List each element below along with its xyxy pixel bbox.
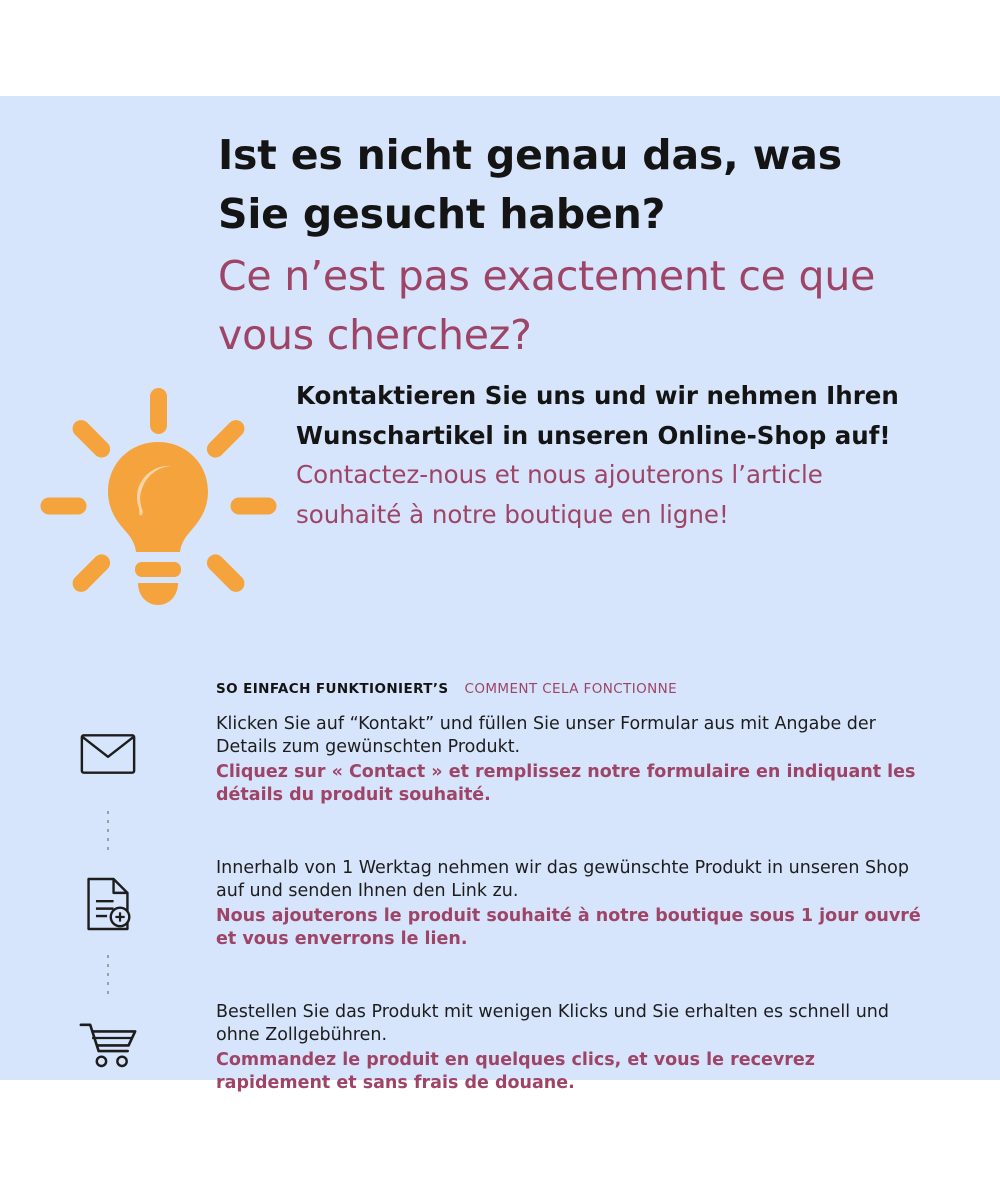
steps-header-german: SO EINFACH FUNKTIONIERT’S [216, 681, 449, 697]
steps-header [216, 681, 677, 697]
intro-text-block [296, 376, 916, 535]
steps-header-french: COMMENT CELA FONCTIONNE [464, 681, 678, 697]
headline-french: Ce n’est pas exactement ce que vous cherchez? [218, 251, 876, 360]
dotted-line [107, 955, 109, 999]
list-item [0, 711, 1000, 811]
step-connector [0, 955, 1000, 999]
intro-german: Kontaktieren Sie uns und wir nehmen Ihren Wunschartikel in unseren Online-Shop auf! [296, 381, 899, 450]
step-german: Bestellen Sie das Produkt mit wenigen Klicks und Sie erhalten es schnell und ohne Zollgebühren. [216, 1002, 890, 1046]
step-text-block [216, 711, 1000, 808]
dotted-line [107, 811, 109, 855]
envelope-icon [0, 711, 216, 775]
step-german: Klicken Sie auf “Kontakt” und füllen Sie unser Formular aus mit Angabe der Details zum gewünschten Produkt. [216, 714, 876, 758]
headline-german: Ist es nicht genau das, was Sie gesucht haben? [218, 131, 842, 239]
intro-french: Contactez-nous et nous ajouterons l’article souhaité à notre boutique en ligne! [296, 460, 823, 530]
intro-block [0, 376, 1000, 636]
list-item [0, 999, 1000, 1099]
document-add-icon [0, 855, 216, 931]
step-text-block [216, 999, 1000, 1096]
step-text-block [216, 855, 1000, 952]
list-item [0, 855, 1000, 955]
promo-banner [0, 96, 1000, 1094]
steps-list [0, 711, 1000, 1099]
shopping-cart-icon [0, 999, 216, 1068]
step-french: Commandez le produit en quelques clics, et vous le recevrez rapidement et sans frais de douane. [216, 1049, 815, 1094]
step-german: Innerhalb von 1 Werktag nehmen wir das gewünschte Produkt in unseren Shop auf und senden Ihnen den Link zu. [216, 858, 909, 902]
step-french: Cliquez sur « Contact » et remplissez notre formulaire en indiquant les détails du produit souhaité. [216, 761, 916, 806]
step-french: Nous ajouterons le produit souhaité à notre boutique sous 1 jour ouvré et vous enverrons le lien. [216, 905, 921, 950]
headline-block [218, 126, 918, 366]
lightbulb-icon [38, 386, 278, 626]
step-connector [0, 811, 1000, 855]
